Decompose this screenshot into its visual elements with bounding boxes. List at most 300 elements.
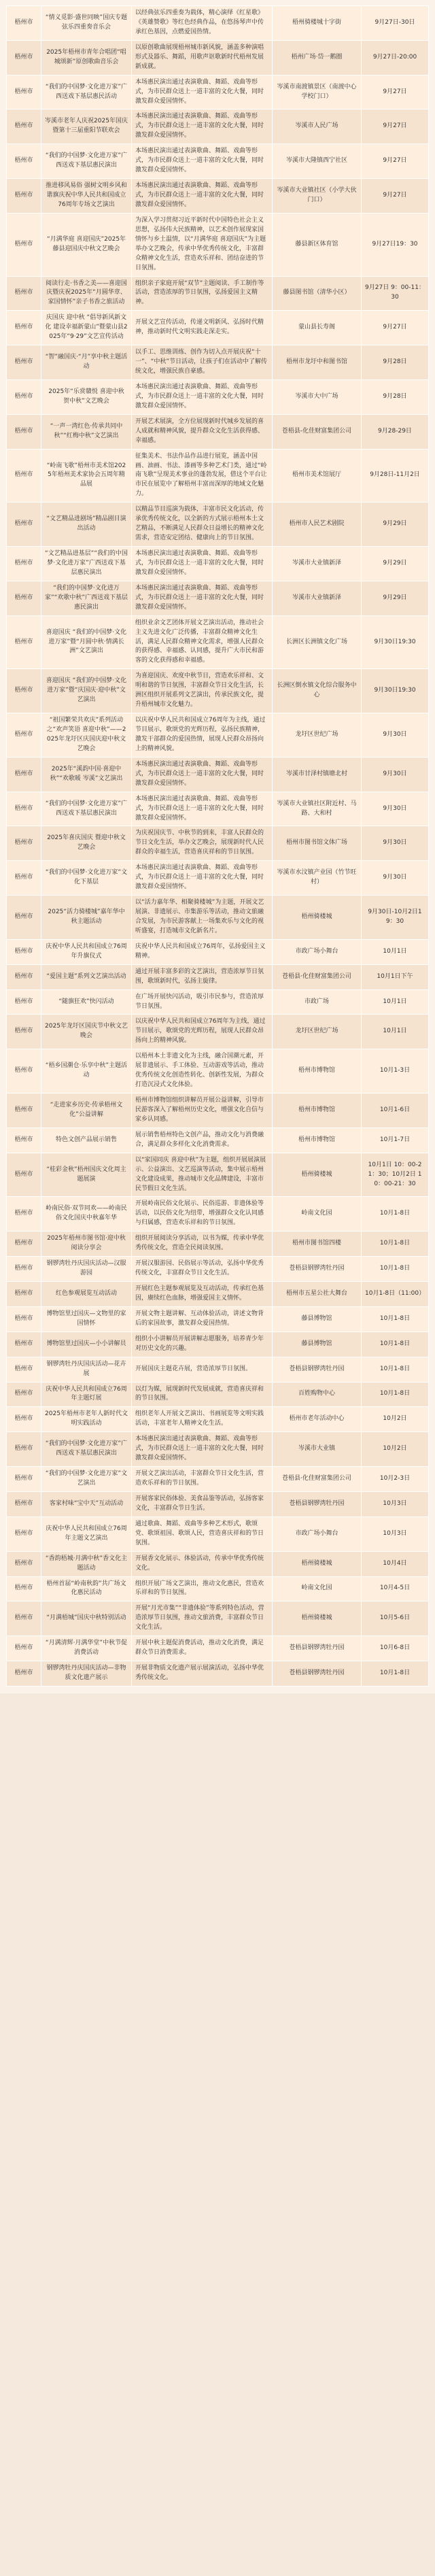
- event-city-cell: 梧州市: [7, 1407, 41, 1432]
- event-description-cell: 本场惠民演出通过表演歌曲、舞蹈、戏曲等形式，为市民群众送上一道丰富的文化大餐，同时激发群众爱国情怀。: [132, 75, 273, 109]
- event-venue-cell: 藤县博物馆: [273, 1306, 362, 1332]
- event-time-cell: 10月1-8日: [362, 1332, 429, 1357]
- event-description-cell: 组织开展广场文艺演出，推动文化惠民，营造欢乐祥和的节日氛围。: [132, 1576, 273, 1601]
- event-venue-cell: 梧州市博物馆: [273, 1128, 362, 1153]
- table-row: [7, 1636, 429, 1661]
- event-name-cell: “桂彩金秋”梧州国庆文化周主题展演: [41, 1153, 132, 1197]
- table-row: [7, 1232, 429, 1257]
- event-city-cell: 梧州市: [7, 1197, 41, 1232]
- event-time-cell: 9月27日: [362, 109, 429, 144]
- event-name-cell: 阅读行走·书香之美——喜迎国庆暨庆祝2025年“月圆华章、家国情怀”亲子书香之旅活动: [41, 276, 132, 311]
- event-description-cell: 开展岭南民俗文化展示、民俗巡游、非遗体验等活动，以民俗文化为纽带，增强群众文化认同感与归属感，营造欢乐祥和的节日氛围。: [132, 1197, 273, 1232]
- table-row: [7, 6, 429, 41]
- event-name-cell: “智”融国庆·“月”享中秋主题活动: [41, 345, 132, 380]
- event-venue-cell: 苍梧县钢锣湾牡丹园: [273, 1661, 362, 1687]
- table-row: [7, 311, 429, 345]
- event-name-cell: “情义觅影·盛世同映”国庆专题弦乐四重奏音乐会: [41, 6, 132, 41]
- event-city-cell: 梧州市: [7, 826, 41, 861]
- event-name-cell: 2025年“乐赏赣悦 喜迎中秋 贺中秋”文艺晚会: [41, 379, 132, 414]
- event-city-cell: 梧州市: [7, 414, 41, 449]
- table-row: [7, 713, 429, 758]
- event-venue-cell: 藤县图书馆（清华小区）: [273, 276, 362, 311]
- event-name-cell: 2025“活力骑楼城”嘉年华中秋主题活动: [41, 896, 132, 940]
- event-city-cell: 梧州市: [7, 1094, 41, 1128]
- event-description-cell: 征集美术、书法作品作品进行展览，涵盖中国画、油画、书法、漆画等多种艺术门类，通过“岭南飞歌”呈现美术事业的蓬勃发展，借这个平台让市民在展览中了解梧州丰富而深厚的地域文化魅力。: [132, 449, 273, 503]
- event-time-cell: 9月27日: [362, 179, 429, 214]
- event-city-cell: 梧州市: [7, 1467, 41, 1492]
- event-time-cell: 9月30日: [362, 861, 429, 896]
- table-row: [7, 276, 429, 311]
- table-row: [7, 1516, 429, 1551]
- event-description-cell: 以灯为媒，展现新时代发展成就，营造喜庆祥和的节日氛围。: [132, 1382, 273, 1407]
- event-name-cell: “我们的中国梦·文化进万家”文化下基层: [41, 861, 132, 896]
- table-row: [7, 547, 429, 581]
- table-row: [7, 179, 429, 214]
- table-row: [7, 939, 429, 964]
- event-city-cell: 梧州市: [7, 1516, 41, 1551]
- event-venue-cell: 岑溪市大业镇社区（小学大伙门口）: [273, 179, 362, 214]
- event-description-cell: 开展红色主题参观展览及互动活动，传承红色基因，赓续红色血脉，增强爱国主义情怀。: [132, 1282, 273, 1307]
- event-venue-cell: 蒙山县长寿阁: [273, 311, 362, 345]
- event-time-cell: 9月27日19：30: [362, 213, 429, 276]
- event-venue-cell: 市政广场小舞台: [273, 1516, 362, 1551]
- event-name-cell: “月满清辉·月满华堂”中秋节促消费活动: [41, 1636, 132, 1661]
- event-description-cell: 为深入学习贯彻习近平新时代中国特色社会主义思想，弘扬伟大民族精神，以艺术创作展现家国情怀与乡土温情，以“月满华庭 喜迎国庆”为主题举办文艺晚会，传承中华优秀传统文化，丰富群众精神文化生活，营造欢乐祥和、团结奋进的节日氛围。: [132, 213, 273, 276]
- event-name-cell: 庆国庆 迎中秋 “倡导新风新文化 建设幸福新蒙山”暨蒙山县2025年“9·29”文艺宣传活动: [41, 311, 132, 345]
- event-time-cell: 10月1-8日: [362, 1357, 429, 1382]
- event-city-cell: 梧州市: [7, 1551, 41, 1576]
- event-venue-cell: 苍梧县-化佳财富集团公司: [273, 414, 362, 449]
- event-name-cell: 2025年梧州市老年人新时代文明实践活动: [41, 1407, 132, 1432]
- event-time-cell: 10月1-8日: [362, 1306, 429, 1332]
- event-venue-cell: 岭南文化园: [273, 1197, 362, 1232]
- event-city-cell: 梧州市: [7, 989, 41, 1015]
- event-city-cell: 梧州市: [7, 757, 41, 792]
- event-description-cell: 开展文艺宣传活动，传递文明新风、弘扬时代精神，推动新时代文明实践走深走实。: [132, 311, 273, 345]
- event-city-cell: 梧州市: [7, 669, 41, 713]
- event-venue-cell: 百姓购物中心: [273, 1382, 362, 1407]
- table-row: [7, 1306, 429, 1332]
- event-city-cell: 梧州市: [7, 276, 41, 311]
- table-row: [7, 1576, 429, 1601]
- event-venue-cell: 苍梧县钢锣湾牡丹园: [273, 1636, 362, 1661]
- event-time-cell: 10月1-8日: [362, 1382, 429, 1407]
- event-city-cell: 梧州市: [7, 179, 41, 214]
- table-row: [7, 1407, 429, 1432]
- event-city-cell: 梧州市: [7, 939, 41, 964]
- event-venue-cell: 龙圩区世纪广场: [273, 713, 362, 758]
- table-row: [7, 213, 429, 276]
- event-description-cell: 组织亲子家庭开展“双节”主题阅读、手工制作等活动，营造浓厚的节日氛围，弘扬爱国主义精神。: [132, 276, 273, 311]
- event-time-cell: 9月28日-11月2日: [362, 449, 429, 503]
- event-name-cell: 2025年龙圩区国庆节中秋文艺晚会: [41, 1015, 132, 1049]
- event-time-cell: 10月1-8日: [362, 1197, 429, 1232]
- events-table-body: [7, 6, 429, 1687]
- event-city-cell: 梧州市: [7, 896, 41, 940]
- events-table: [6, 5, 429, 1687]
- event-venue-cell: 岑溪市水汶镇产业园（竹节旺村）: [273, 861, 362, 896]
- event-city-cell: 梧州市: [7, 792, 41, 826]
- table-row: [7, 615, 429, 669]
- event-city-cell: 梧州市: [7, 1636, 41, 1661]
- event-city-cell: 梧州市: [7, 1601, 41, 1636]
- event-name-cell: 红色参观展览互动活动: [41, 1282, 132, 1307]
- event-name-cell: 博物馆里过国庆—小小讲解员: [41, 1332, 132, 1357]
- event-time-cell: 10月5-6日: [362, 1601, 429, 1636]
- event-name-cell: “爱国主题”系列文艺演出活动: [41, 964, 132, 989]
- table-row: [7, 1601, 429, 1636]
- table-row: [7, 1197, 429, 1232]
- event-name-cell: “我们的中国梦·文化进万家”广西送戏下基层惠民演出: [41, 792, 132, 826]
- event-venue-cell: 梧州市博物馆: [273, 1049, 362, 1094]
- event-name-cell: 2025年梧州市青年合唱团“唱城颂新”原创歌曲音乐会: [41, 40, 132, 75]
- event-name-cell: 特色文创产品展示销售: [41, 1128, 132, 1153]
- event-time-cell: 9月29日: [362, 581, 429, 615]
- event-venue-cell: 龙圩区世纪广场: [273, 1015, 362, 1049]
- event-venue-cell: 岑溪市大隆镇西宁社区: [273, 144, 362, 179]
- event-venue-cell: 苍梧县钢锣湾牡丹园: [273, 1257, 362, 1282]
- event-description-cell: 为庆祝国庆节、中秋节的到来，丰富人民群众的节日文化生活，举办文艺晚会，展现新时代人民群众的幸福生活，营造喜庆祥和的节日氛围。: [132, 826, 273, 861]
- table-row: [7, 1432, 429, 1467]
- event-city-cell: 梧州市: [7, 1232, 41, 1257]
- event-time-cell: 9月30日: [362, 792, 429, 826]
- event-venue-cell: 梧州市五星公社大舞台: [273, 1282, 362, 1307]
- event-city-cell: 梧州市: [7, 144, 41, 179]
- event-description-cell: 开展香文化展示、体验活动，传承中华优秀传统文化。: [132, 1551, 273, 1576]
- event-venue-cell: 长洲区长洲镇文化广场: [273, 615, 362, 669]
- event-description-cell: 在广场开展快闪活动，吸引市民参与，营造浓厚节日氛围。: [132, 989, 273, 1015]
- event-city-cell: 梧州市: [7, 861, 41, 896]
- event-time-cell: 9月30日19:30: [362, 669, 429, 713]
- event-time-cell: 9月28-29日: [362, 414, 429, 449]
- event-description-cell: 以“活力嘉年华、相聚骑楼城”为主题，开展文艺展演、非遗展示、市集游乐等活动，推动文旅融合发展，为市民游客献上一场集欢乐与文化的视听盛宴，打造城市文化新名片。: [132, 896, 273, 940]
- table-row: [7, 1094, 429, 1128]
- event-city-cell: 梧州市: [7, 75, 41, 109]
- event-name-cell: 喜迎国庆 “我们的中国梦·文化进万家”暨“月圆中秋·情满长洲”文艺演出: [41, 615, 132, 669]
- event-venue-cell: 梧州广场·岱一鹅圈: [273, 40, 362, 75]
- table-row: [7, 75, 429, 109]
- event-name-cell: 2025年梧州市图书馆·迎中秋阅读分享会: [41, 1232, 132, 1257]
- event-description-cell: 开展文物主题讲解、互动体验活动，讲述文物背后的家国故事，激发群众爱国热情。: [132, 1306, 273, 1332]
- event-city-cell: 梧州市: [7, 1153, 41, 1197]
- table-row: [7, 144, 429, 179]
- event-city-cell: 梧州市: [7, 1661, 41, 1687]
- event-time-cell: 10月6-8日: [362, 1636, 429, 1661]
- event-venue-cell: 苍梧县钢锣湾牡丹园: [273, 1491, 362, 1516]
- event-venue-cell: 苍梧县·化佳财富集团公司: [273, 1467, 362, 1492]
- event-city-cell: 梧州市: [7, 311, 41, 345]
- table-row: [7, 792, 429, 826]
- table-row: [7, 1332, 429, 1357]
- event-description-cell: 开展文艺演出活动，丰富群众节日文化生活，营造欢乐祥和的节日氛围。: [132, 1467, 273, 1492]
- event-description-cell: 组织老年人开展文艺演出、书画展览等文明实践活动，丰富老年人精神文化生活。: [132, 1407, 273, 1432]
- event-time-cell: 9月27日: [362, 311, 429, 345]
- event-time-cell: 9月27日: [362, 75, 429, 109]
- event-name-cell: 岑溪市老年人庆祝2025年国庆暨第十三届重阳节联欢会: [41, 109, 132, 144]
- event-city-cell: 梧州市: [7, 379, 41, 414]
- event-name-cell: “我们的中国梦·文化进万家”广西送戏下基层惠民演出: [41, 144, 132, 179]
- event-venue-cell: 梧州市图书馆四楼: [273, 1232, 362, 1257]
- event-name-cell: “月满华庭 喜迎国庆”2025年藤县迎国庆中秋文艺晚会: [41, 213, 132, 276]
- event-venue-cell: 市政广场: [273, 989, 362, 1015]
- event-venue-cell: 岑溪市大中广场: [273, 379, 362, 414]
- event-name-cell: “香韵梧城·月满中秋”香文化主题活动: [41, 1551, 132, 1576]
- event-city-cell: 梧州市: [7, 213, 41, 276]
- event-time-cell: 9月27日-20:00: [362, 40, 429, 75]
- event-description-cell: 以庆祝中华人民共和国成立76周年为主线，通过节目展示，歌颂党的光辉历程，弘扬民族精神，激发干部群众的爱国热情，展现人民群众昂扬向上的精神风貌。: [132, 713, 273, 758]
- event-time-cell: 9月30日19:30: [362, 615, 429, 669]
- event-name-cell: 钢锣湾牡丹庆国庆活动—汉服游园: [41, 1257, 132, 1282]
- event-description-cell: 庆祝中华人民共和国成立76周年，弘扬爱国主义精神。: [132, 939, 273, 964]
- table-row: [7, 989, 429, 1015]
- event-description-cell: 通过开展丰富多彩的文艺演出，营造浓厚节日氛围，歌颂新时代，弘扬主旋律。: [132, 964, 273, 989]
- event-description-cell: 开展非物质文化遗产展示展演活动，弘扬中华优秀传统文化。: [132, 1661, 273, 1687]
- event-name-cell: 庆祝中华人民共和国成立76周年主题文艺演出: [41, 1516, 132, 1551]
- event-time-cell: 10月1日: [362, 1015, 429, 1049]
- event-venue-cell: 梧州市老年活动中心: [273, 1407, 362, 1432]
- event-time-cell: 9月28日: [362, 345, 429, 380]
- event-venue-cell: 苍梧县·化佳财富集团公司: [273, 964, 362, 989]
- table-row: [7, 1357, 429, 1382]
- event-description-cell: 本场惠民演出通过表演歌曲、舞蹈、戏曲等形式，为市民群众送上一道丰富的文化大餐，同时激发群众爱国情怀。: [132, 379, 273, 414]
- table-row: [7, 1661, 429, 1687]
- table-row: [7, 109, 429, 144]
- event-description-cell: 开展客家民俗体验、美食品鉴等活动，弘扬客家文化，丰富群众节日生活。: [132, 1491, 273, 1516]
- event-time-cell: 9月27日-30日: [362, 6, 429, 41]
- event-description-cell: 以梧州本土非遗文化为主线，融合国潮元素，开展非遗展示、手工体验、互动游戏等活动，推动优秀传统文化创造性转化、创新性发展，为群众打造沉浸式文化体验。: [132, 1049, 273, 1094]
- table-row: [7, 345, 429, 380]
- event-description-cell: 以手工、思维训练、创作为切入点开展庆祝“十一”、“中秋”节日活动，让孩子们在活动中了解传统文化，增强民族自豪感。: [132, 345, 273, 380]
- event-name-cell: 钢锣湾牡丹庆国庆活动—花卉展: [41, 1357, 132, 1382]
- event-description-cell: 以精品节目巡演为载体，丰富市民文化活动，传承优秀传统文化，以全新的方式展示梧州本土文艺精品，不断满足人民群众日益增长的精神文化需求，营造安定团结、健康向上的节日氛围。: [132, 503, 273, 547]
- event-time-cell: 10月1-8日: [362, 1661, 429, 1687]
- event-name-cell: 客家村味“宝中天”互动活动: [41, 1491, 132, 1516]
- event-time-cell: 10月1-6日: [362, 1094, 429, 1128]
- event-city-cell: 梧州市: [7, 1491, 41, 1516]
- event-time-cell: 9月27日 9：00-11：30: [362, 276, 429, 311]
- table-row: [7, 964, 429, 989]
- event-city-cell: 梧州市: [7, 1015, 41, 1049]
- table-row: [7, 896, 429, 940]
- event-venue-cell: 梧州骑楼城: [273, 1551, 362, 1576]
- event-name-cell: 岭南民俗·双节同欢——岭南民俗文化国庆中秋嘉年华: [41, 1197, 132, 1232]
- event-name-cell: 喜迎国庆 “我们的中国梦·文化进万家”暨“庆国庆·迎中秋”文艺演出: [41, 669, 132, 713]
- table-row: [7, 503, 429, 547]
- event-venue-cell: 岭南文化园: [273, 1576, 362, 1601]
- event-venue-cell: 藤县博物馆: [273, 1332, 362, 1357]
- table-row: [7, 1491, 429, 1516]
- table-row: [7, 861, 429, 896]
- event-description-cell: 以原创歌曲展现梧州城市新风貌，涵盖多种演唱形式及器乐、舞蹈，用歌声讴歌新时代梧州发展新成就。: [132, 40, 273, 75]
- event-description-cell: 组织小小讲解员开展讲解志愿服务，培养青少年对历史文化的兴趣。: [132, 1332, 273, 1357]
- event-time-cell: 10月1-3日: [362, 1049, 429, 1094]
- table-row: [7, 449, 429, 503]
- event-name-cell: 庆祝中华人民共和国成立76周年主题灯展: [41, 1382, 132, 1407]
- table-row: [7, 1128, 429, 1153]
- event-name-cell: “我们的中国梦·文化进万家”广西送戏下基层惠民活动: [41, 75, 132, 109]
- event-venue-cell: 市政广场小舞台: [273, 939, 362, 964]
- event-name-cell: “文艺精品进剧场”精品剧目演出活动: [41, 503, 132, 547]
- event-name-cell: “梧乡国潮仓·乐享中秋”主题活动: [41, 1049, 132, 1094]
- event-description-cell: 组织业余文艺团体开展文艺演出活动，推动社会主义先进文化广泛传播，丰富群众精神文化生活，满足人民群众精神文化需求，增强人民群众的获得感、幸福感、认同感，提升广大市民和游客的文化获得感和幸福感。: [132, 615, 273, 669]
- event-city-cell: 梧州市: [7, 713, 41, 758]
- event-time-cell: 10月1日 10：00-21：30；10月2日 10：00-21：30: [362, 1153, 429, 1197]
- event-venue-cell: 岑溪市人民广场: [273, 109, 362, 144]
- event-name-cell: “一声一湾红色·传承共同中秋”“红梅中秋”文艺演出: [41, 414, 132, 449]
- event-venue-cell: 岑溪市大业镇新泽: [273, 547, 362, 581]
- table-row: [7, 1551, 429, 1576]
- event-time-cell: 10月3日: [362, 1491, 429, 1516]
- event-venue-cell: 梧州骑楼城: [273, 896, 362, 940]
- event-venue-cell: 梧州骑楼城: [273, 1153, 362, 1197]
- event-description-cell: 本场惠民演出通过表演歌曲、舞蹈、戏曲等形式，为市民群众送上一道丰富的文化大餐，同时激发群众爱国情怀。: [132, 144, 273, 179]
- event-venue-cell: 岑溪市甘泽村镇塘北村: [273, 757, 362, 792]
- table-row: [7, 379, 429, 414]
- event-name-cell: 庆祝中华人民共和国成立76周年升旗仪式: [41, 939, 132, 964]
- event-venue-cell: 梧州市人民艺术剧院: [273, 503, 362, 547]
- event-time-cell: 10月4-5日: [362, 1576, 429, 1601]
- event-description-cell: 以“家国同庆 喜迎中秋”为主题，组织开展展演展示、公益演出、文艺巡演等活动，集中展示梧州文化建设成果，推动城市文化品牌建设，丰富市民节假日文化生活。: [132, 1153, 273, 1197]
- table-row: [7, 414, 429, 449]
- event-name-cell: “走进家乡历史·传承梧州文化”公益讲解: [41, 1094, 132, 1128]
- event-description-cell: 以经典弦乐四重奏为载体，精心演绎《红星歌》《英雄赞歌》等红色经典作品，在悠扬琴声中传承红色基因，点燃爱国热情。: [132, 6, 273, 41]
- table-row: [7, 669, 429, 713]
- table-row: [7, 1049, 429, 1094]
- event-time-cell: 9月30日-10月2日19：30: [362, 896, 429, 940]
- table-row: [7, 1257, 429, 1282]
- table-row: [7, 1282, 429, 1307]
- event-name-cell: “我们的中国梦·文化进万家”广西送戏下基层惠民演出: [41, 1432, 132, 1467]
- event-time-cell: 9月30日: [362, 757, 429, 792]
- event-description-cell: 本场惠民演出通过表演歌曲、舞蹈、戏曲等形式，为市民群众送上一道丰富的文化大餐，同时激发群众爱国情怀。: [132, 861, 273, 896]
- event-city-cell: 梧州市: [7, 1382, 41, 1407]
- event-name-cell: “我们的中国梦·文化进万家”“欢歌中秋”广西送戏下基层惠民演出: [41, 581, 132, 615]
- table-row: [7, 581, 429, 615]
- event-time-cell: 10月2日: [362, 1407, 429, 1432]
- event-city-cell: 梧州市: [7, 1432, 41, 1467]
- event-description-cell: 开展汉服游园、民俗展示等活动，弘扬中华优秀传统文化，丰富群众节日文化生活。: [132, 1257, 273, 1282]
- event-description-cell: 本场惠民演出通过表演歌曲、舞蹈、戏曲等形式，为市民群众送上一道丰富的文化大餐，同时激发群众爱国情怀。: [132, 179, 273, 214]
- event-time-cell: 10月1日: [362, 939, 429, 964]
- event-city-cell: 梧州市: [7, 1576, 41, 1601]
- event-description-cell: 梧州市博物馆组织讲解员开展公益讲解，引导市民游客深入了解梧州历史文化，增强文化自信与家乡认同感。: [132, 1094, 273, 1128]
- event-venue-cell: 岑溪市大业镇社区附近村、马路、大和村: [273, 792, 362, 826]
- event-time-cell: 10月4日: [362, 1551, 429, 1576]
- event-city-cell: 梧州市: [7, 547, 41, 581]
- event-name-cell: 钢锣湾牡丹庆国庆活动—非物质文化遗产展示: [41, 1661, 132, 1687]
- event-city-cell: 梧州市: [7, 581, 41, 615]
- table-row: [7, 757, 429, 792]
- event-time-cell: 10月2日: [362, 1432, 429, 1467]
- event-time-cell: 10月1-8日: [362, 1257, 429, 1282]
- event-time-cell: 9月30日: [362, 826, 429, 861]
- event-name-cell: “祖国繁荣共欢庆”系列活动之“欢声笑语 喜迎中秋”——2025年龙圩区庆国庆迎中秋文艺晚会: [41, 713, 132, 758]
- table-row: [7, 826, 429, 861]
- event-time-cell: 9月28日: [362, 379, 429, 414]
- event-venue-cell: 梧州市博物馆: [273, 1094, 362, 1128]
- event-name-cell: 推进移风易俗 强树文明乡风和谐旗庆祝中华人民共和国成立76周年专场文艺演出: [41, 179, 132, 214]
- event-name-cell: 梧州首届“岭南秋韵”共广场文化惠民活动: [41, 1576, 132, 1601]
- event-city-cell: 梧州市: [7, 1128, 41, 1153]
- event-description-cell: 开展中秋主题促消费活动，推动文化消费，满足群众节日消费需求。: [132, 1636, 273, 1661]
- event-time-cell: 10月1-8日: [362, 1232, 429, 1257]
- event-description-cell: 通过歌曲、舞蹈、戏曲等多种艺术形式，歌颂党、歌颂祖国、歌颂人民，营造喜庆祥和的节日氛围。: [132, 1516, 273, 1551]
- event-city-cell: 梧州市: [7, 503, 41, 547]
- event-description-cell: 开展艺术展演，全方位展现新时代城乡发展的喜人成就和精神风貌，提升群众文化生活获得感、幸福感。: [132, 414, 273, 449]
- event-city-cell: 梧州市: [7, 1332, 41, 1357]
- event-description-cell: 以庆祝中华人民共和国成立76周年为主线，通过节目展示，歌颂党的光辉历程，展现人民群众昂扬向上的精神风貌。: [132, 1015, 273, 1049]
- event-city-cell: 梧州市: [7, 109, 41, 144]
- event-name-cell: 2025年“溪韵中国·喜迎中秋”“欢歌暖 岑溪”文艺演出: [41, 757, 132, 792]
- table-row: [7, 1015, 429, 1049]
- event-time-cell: 10月1日下午: [362, 964, 429, 989]
- event-city-cell: 梧州市: [7, 1049, 41, 1094]
- event-venue-cell: 岑溪市大业镇新泽: [273, 581, 362, 615]
- event-city-cell: 梧州市: [7, 345, 41, 380]
- event-description-cell: 本场惠民演出通过表演歌曲、舞蹈、戏曲等形式，为市民群众送上一道丰富的文化大餐，同时激发群众爱国情怀。: [132, 1432, 273, 1467]
- event-name-cell: “文艺精品进基层”“我们的中国梦·文化进万家”广西送戏下基层惠民演出: [41, 547, 132, 581]
- event-venue-cell: 长洲区倒水镇文化综合服务中心: [273, 669, 362, 713]
- event-city-cell: 梧州市: [7, 40, 41, 75]
- event-name-cell: 博物馆里过国庆—文物里的家国情怀: [41, 1306, 132, 1332]
- event-venue-cell: 梧州市美术馆展厅: [273, 449, 362, 503]
- event-city-cell: 梧州市: [7, 964, 41, 989]
- event-venue-cell: 藤县新区体育馆: [273, 213, 362, 276]
- event-time-cell: 9月27日: [362, 144, 429, 179]
- event-city-cell: 梧州市: [7, 1357, 41, 1382]
- event-city-cell: 梧州市: [7, 1282, 41, 1307]
- event-venue-cell: 岑溪市大业镇: [273, 1432, 362, 1467]
- event-venue-cell: 梧州骑楼城十字街: [273, 6, 362, 41]
- event-time-cell: 9月29日: [362, 547, 429, 581]
- event-time-cell: 10月1日: [362, 989, 429, 1015]
- table-row: [7, 1467, 429, 1492]
- event-venue-cell: 梧州市图书馆文体广场: [273, 826, 362, 861]
- event-city-cell: 梧州市: [7, 6, 41, 41]
- event-name-cell: “我们的中国梦·文化进万家”文艺演出: [41, 1467, 132, 1492]
- event-description-cell: 本场惠民演出通过表演歌曲、舞蹈、戏曲等形式，为市民群众送上一道丰富的文化大餐，同时激发群众爱国情怀。: [132, 581, 273, 615]
- event-city-cell: 梧州市: [7, 615, 41, 669]
- event-description-cell: 组织开展阅读分享活动，以书为媒，传承中华优秀传统文化，营造全民阅读氛围。: [132, 1232, 273, 1257]
- event-venue-cell: 梧州市龙圩中和图书馆: [273, 345, 362, 380]
- event-time-cell: 10月3日: [362, 1516, 429, 1551]
- event-name-cell: “随旗狂欢”快闪活动: [41, 989, 132, 1015]
- event-city-cell: 梧州市: [7, 1306, 41, 1332]
- event-time-cell: 10月1-8日（11:00）: [362, 1282, 429, 1307]
- event-venue-cell: 岑溪市南渡镇景区（南渡中心学校门口）: [273, 75, 362, 109]
- event-description-cell: 展示销售梧州特色文创产品，推动文化与消费融合，满足群众多样化文化消费需求。: [132, 1128, 273, 1153]
- event-description-cell: 本场惠民演出通过表演歌曲、舞蹈、戏曲等形式，为市民群众送上一道丰富的文化大餐，同时激发群众爱国情怀。: [132, 757, 273, 792]
- event-venue-cell: 梧州骑楼城: [273, 1601, 362, 1636]
- table-row: [7, 1153, 429, 1197]
- event-city-cell: 梧州市: [7, 1257, 41, 1282]
- event-name-cell: “岭南飞歌”梧州市美术馆2025年梧州美术家协会五周年精品展: [41, 449, 132, 503]
- event-name-cell: 2025年喜庆国庆 暨迎中秋文艺晚会: [41, 826, 132, 861]
- table-row: [7, 40, 429, 75]
- event-description-cell: 本场惠民演出通过表演歌曲、舞蹈、戏曲等形式，为市民群众送上一道丰富的文化大餐，同时激发群众爱国情怀。: [132, 109, 273, 144]
- event-description-cell: 本场惠民演出通过表演歌曲、舞蹈、戏曲等形式，为市民群众送上一道丰富的文化大餐，同时激发群众爱国情怀。: [132, 792, 273, 826]
- event-description-cell: 开展“月光市集”“非遗体验”等系列特色活动，营造浓厚节日氛围，推动文旅消费，丰富群众节日文化生活。: [132, 1601, 273, 1636]
- event-time-cell: 9月30日: [362, 713, 429, 758]
- event-city-cell: 梧州市: [7, 449, 41, 503]
- event-description-cell: 为喜迎国庆、欢度中秋节日，营造欢乐祥和、文明和谐的节日氛围，丰富群众节日文化生活，长洲区组织开展系列文艺演出，传承民族文化，提升梧州城市文化魅力。: [132, 669, 273, 713]
- event-venue-cell: 苍梧县钢锣湾牡丹园: [273, 1357, 362, 1382]
- event-time-cell: 10月2-3日: [362, 1467, 429, 1492]
- table-row: [7, 1382, 429, 1407]
- event-time-cell: 9月29日: [362, 503, 429, 547]
- event-time-cell: 10月1-7日: [362, 1128, 429, 1153]
- event-description-cell: 开展国庆主题花卉展，营造浓厚节日氛围。: [132, 1357, 273, 1382]
